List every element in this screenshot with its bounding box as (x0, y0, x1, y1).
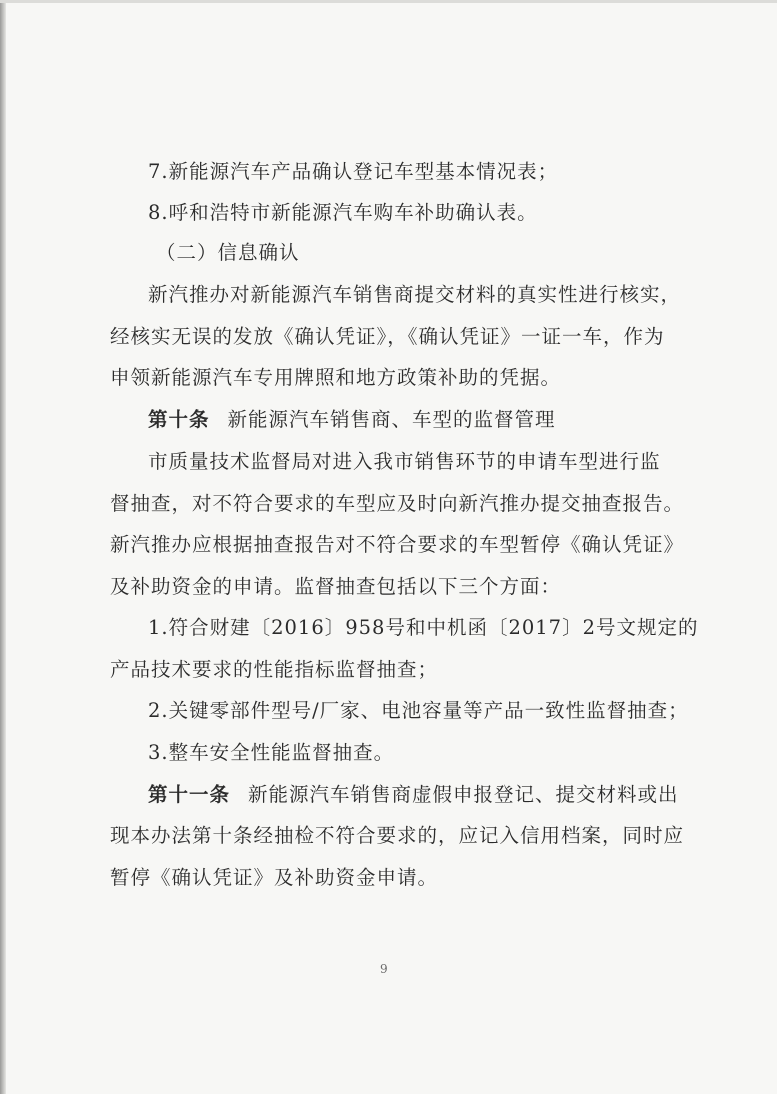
article-10-heading (148, 406, 556, 434)
paragraph-line: 市质量技术监督局对进入我市销售环节的申请车型进行监 (148, 450, 661, 473)
paragraph-line: 督抽查，对不符合要求的车型应及时向新汽推办提交抽查报告。 (110, 492, 685, 515)
list-item-3: 3.整车安全性能监督抽查。 (148, 741, 395, 764)
scan-shadow-left (0, 0, 6, 1094)
paragraph-line: 经核实无误的发放《确认凭证》，《确认凭证》一证一车，作为 (110, 325, 665, 348)
list-item-1-continued: 产品技术要求的性能指标监督抽查； (110, 658, 439, 681)
list-item-1: 1.符合财建〔2016〕958号和中机函〔2017〕2号文规定的 (148, 616, 699, 639)
paragraph-line: 申领新能源汽车专用牌照和地方政策补助的凭据。 (110, 366, 562, 389)
article-11-line (148, 781, 679, 809)
paragraph-line: 及补助资金的申请。监督抽查包括以下三个方面： (110, 575, 562, 598)
page-number: 9 (380, 962, 388, 976)
list-item-7: 7.新能源汽车产品确认登记车型基本情况表； (148, 160, 559, 183)
paragraph-line: 新汽推办对新能源汽车销售商提交材料的真实性进行核实， (148, 283, 682, 306)
article-11-label: 第十一条 (148, 783, 231, 806)
article-10-label: 第十条 (148, 408, 210, 431)
paragraph-line: 暂停《确认凭证》及补助资金申请。 (110, 866, 439, 889)
article-11-text: 新能源汽车销售商虚假申报登记、提交材料或出 (248, 783, 679, 806)
section-heading-info-confirm: （二）信息确认 (156, 241, 300, 264)
list-item-8: 8.呼和浩特市新能源汽车购车补助确认表。 (148, 201, 538, 224)
scan-shadow-top (0, 0, 777, 3)
paragraph-line: 新汽推办应根据抽查报告对不符合要求的车型暂停《确认凭证》 (110, 533, 685, 556)
article-10-title: 新能源汽车销售商、车型的监督管理 (227, 408, 556, 431)
paragraph-line: 现本办法第十条经抽检不符合要求的，应记入信用档案，同时应 (110, 824, 685, 847)
list-item-2: 2.关键零部件型号/厂家、电池容量等产品一致性监督抽查； (148, 699, 689, 722)
